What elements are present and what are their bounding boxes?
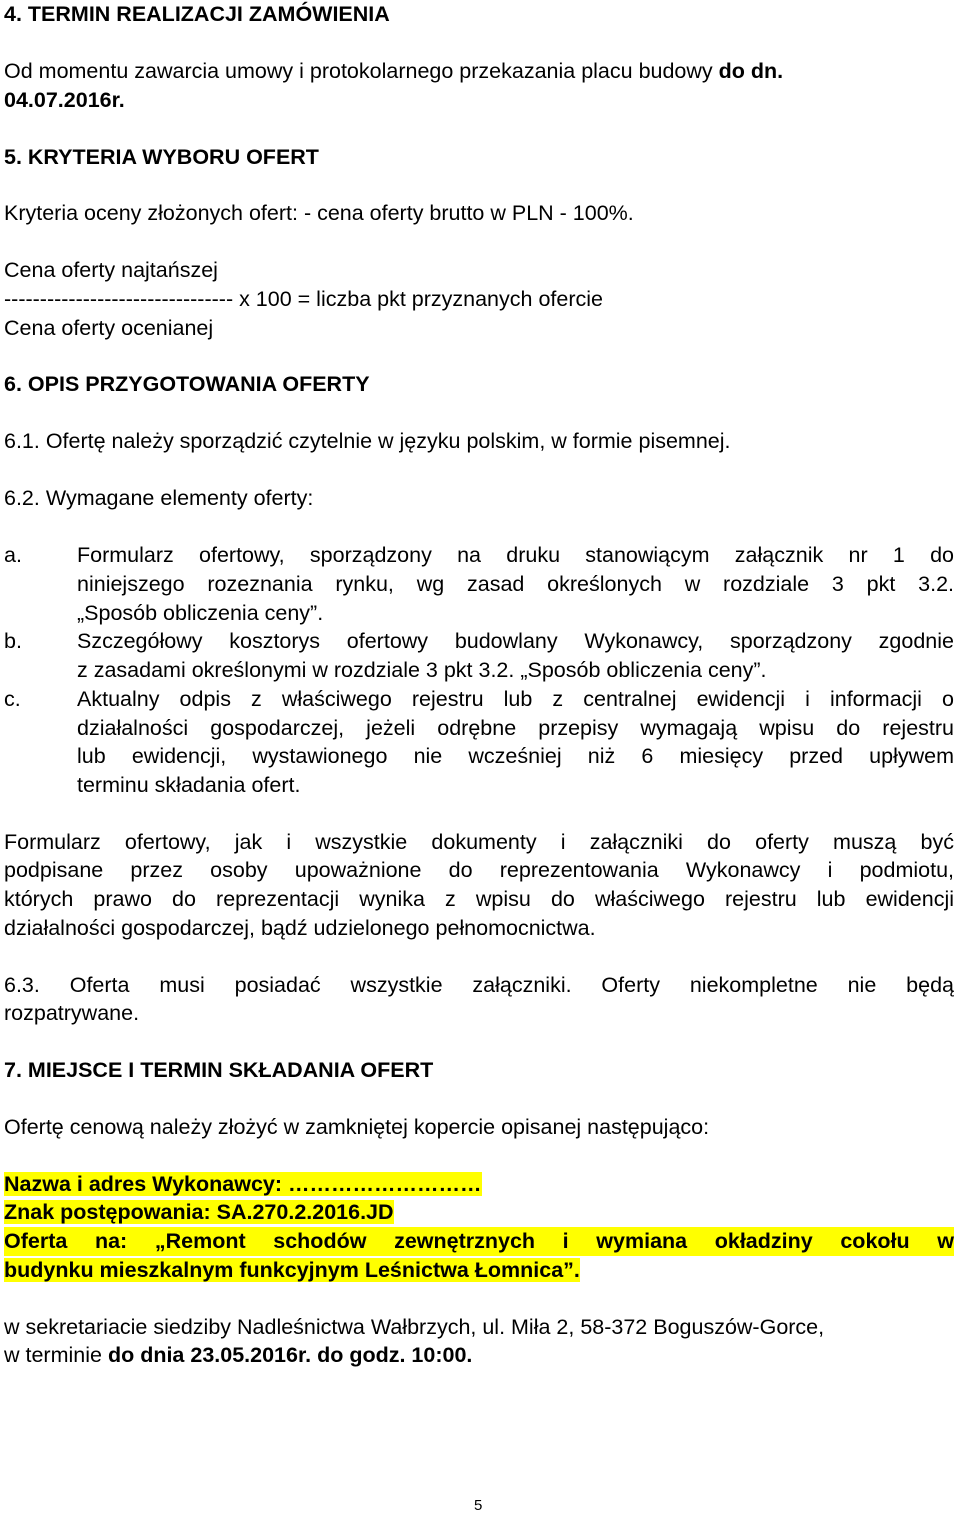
item-b-label: b. xyxy=(4,629,22,653)
item-b-line-1: Szczegółowy kosztorys ofertowy budowlany Wykonawcy, sporządzony zgodnie xyxy=(77,629,954,653)
envelope-intro: Ofertę cenową należy złożyć w zamkniętej kopercie opisanej następująco: xyxy=(4,1115,710,1139)
envelope-contractor-line xyxy=(4,1170,482,1199)
item-a-line-3: „Sposób obliczenia ceny”. xyxy=(77,601,324,625)
section-4-date: 04.07.2016r. xyxy=(4,88,125,112)
item-c-line-3: lub ewidencji, wystawionego nie wcześniej niż 6 miesięcy przed upływem xyxy=(77,744,954,768)
section-4-heading: 4. TERMIN REALIZACJI ZAMÓWIENIA xyxy=(4,2,390,26)
formula-numerator: Cena oferty najtańszej xyxy=(4,258,218,282)
section-6-heading: 6. OPIS PRZYGOTOWANIA OFERTY xyxy=(4,372,370,396)
item-a-line-2: niniejszego rozeznania rynku, wg zasad określonych w rozdziale 3 pkt 3.2. xyxy=(77,572,954,596)
formula-line: -------------------------------- x 100 = liczba pkt przyznanych ofercie xyxy=(4,287,603,311)
section-4-text xyxy=(4,57,956,86)
item-a-line-1: Formularz ofertowy, sporządzony na druku stanowiącym załącznik nr 1 do xyxy=(77,543,954,567)
section-4-text-main: Od momentu zawarcia umowy i protokolarnego przekazania placu budowy xyxy=(4,59,713,83)
envelope-subject-line-1: Oferta na: „Remont schodów zewnętrznych i wymiana okładziny cokołu w xyxy=(4,1227,954,1256)
point-6-1: 6.1. Ofertę należy sporządzić czytelnie w języku polskim, w formie pisemnej. xyxy=(4,429,731,453)
highlight-contractor: Nazwa i adres Wykonawcy: ……………………… xyxy=(4,1172,482,1196)
submission-deadline xyxy=(4,1341,472,1370)
signature-paragraph-line-1: Formularz ofertowy, jak i wszystkie dokumenty i załączniki do oferty muszą być xyxy=(4,830,954,854)
item-c-line-1: Aktualny odpis z właściwego rejestru lub z centralnej ewidencji i informacji o xyxy=(77,687,954,711)
envelope-subject-line-2: budynku mieszkalnym funkcyjnym Leśnictwa Łomnica”. xyxy=(4,1258,580,1282)
item-c-line-4: terminu składania ofert. xyxy=(77,773,301,797)
point-6-2: 6.2. Wymagane elementy oferty: xyxy=(4,486,314,510)
formula-denominator: Cena oferty ocenianej xyxy=(4,316,214,340)
item-c-label: c. xyxy=(4,687,21,711)
submission-deadline-date: do dnia 23.05.2016r. do godz. 10:00. xyxy=(107,1343,473,1367)
signature-paragraph-line-3: których prawo do reprezentacji wynika z wpisu do właściwego rejestru lub ewidencji xyxy=(4,887,954,911)
signature-paragraph-line-4: działalności gospodarczej, bądź udzielonego pełnomocnictwa. xyxy=(4,916,596,940)
envelope-subject-line-2-wrap xyxy=(4,1256,580,1285)
submission-deadline-prefix: w terminie xyxy=(4,1343,102,1367)
envelope-reference-line xyxy=(4,1198,394,1227)
section-4-text-bold: do dn. xyxy=(718,59,784,83)
criteria-text: Kryteria oceny złożonych ofert: - cena oferty brutto w PLN - 100%. xyxy=(4,201,634,225)
page-number: 5 xyxy=(474,1497,483,1514)
item-a-label: a. xyxy=(4,543,22,567)
highlight-reference: Znak postępowania: SA.270.2.2016.JD xyxy=(4,1200,394,1224)
point-6-3-line-2: rozpatrywane. xyxy=(4,1001,140,1025)
section-7-heading: 7. MIEJSCE I TERMIN SKŁADANIA OFERT xyxy=(4,1058,434,1082)
item-b-line-2: z zasadami określonymi w rozdziale 3 pkt 3.2. „Sposób obliczenia ceny”. xyxy=(77,658,767,682)
item-c-line-2: działalności gospodarczej, jeżeli odrębne przepisy wymagają wpisu do rejestru xyxy=(77,716,954,740)
submission-place: w sekretariacie siedziby Nadleśnictwa Wałbrzych, ul. Miła 2, 58-372 Boguszów-Gorce, xyxy=(4,1315,825,1339)
point-6-3-line-1: 6.3. Oferta musi posiadać wszystkie załączniki. Oferty niekompletne nie będą xyxy=(4,973,954,997)
section-5-heading: 5. KRYTERIA WYBORU OFERT xyxy=(4,145,319,169)
signature-paragraph-line-2: podpisane przez osoby upoważnione do reprezentowania Wykonawcy i podmiotu, xyxy=(4,858,954,882)
